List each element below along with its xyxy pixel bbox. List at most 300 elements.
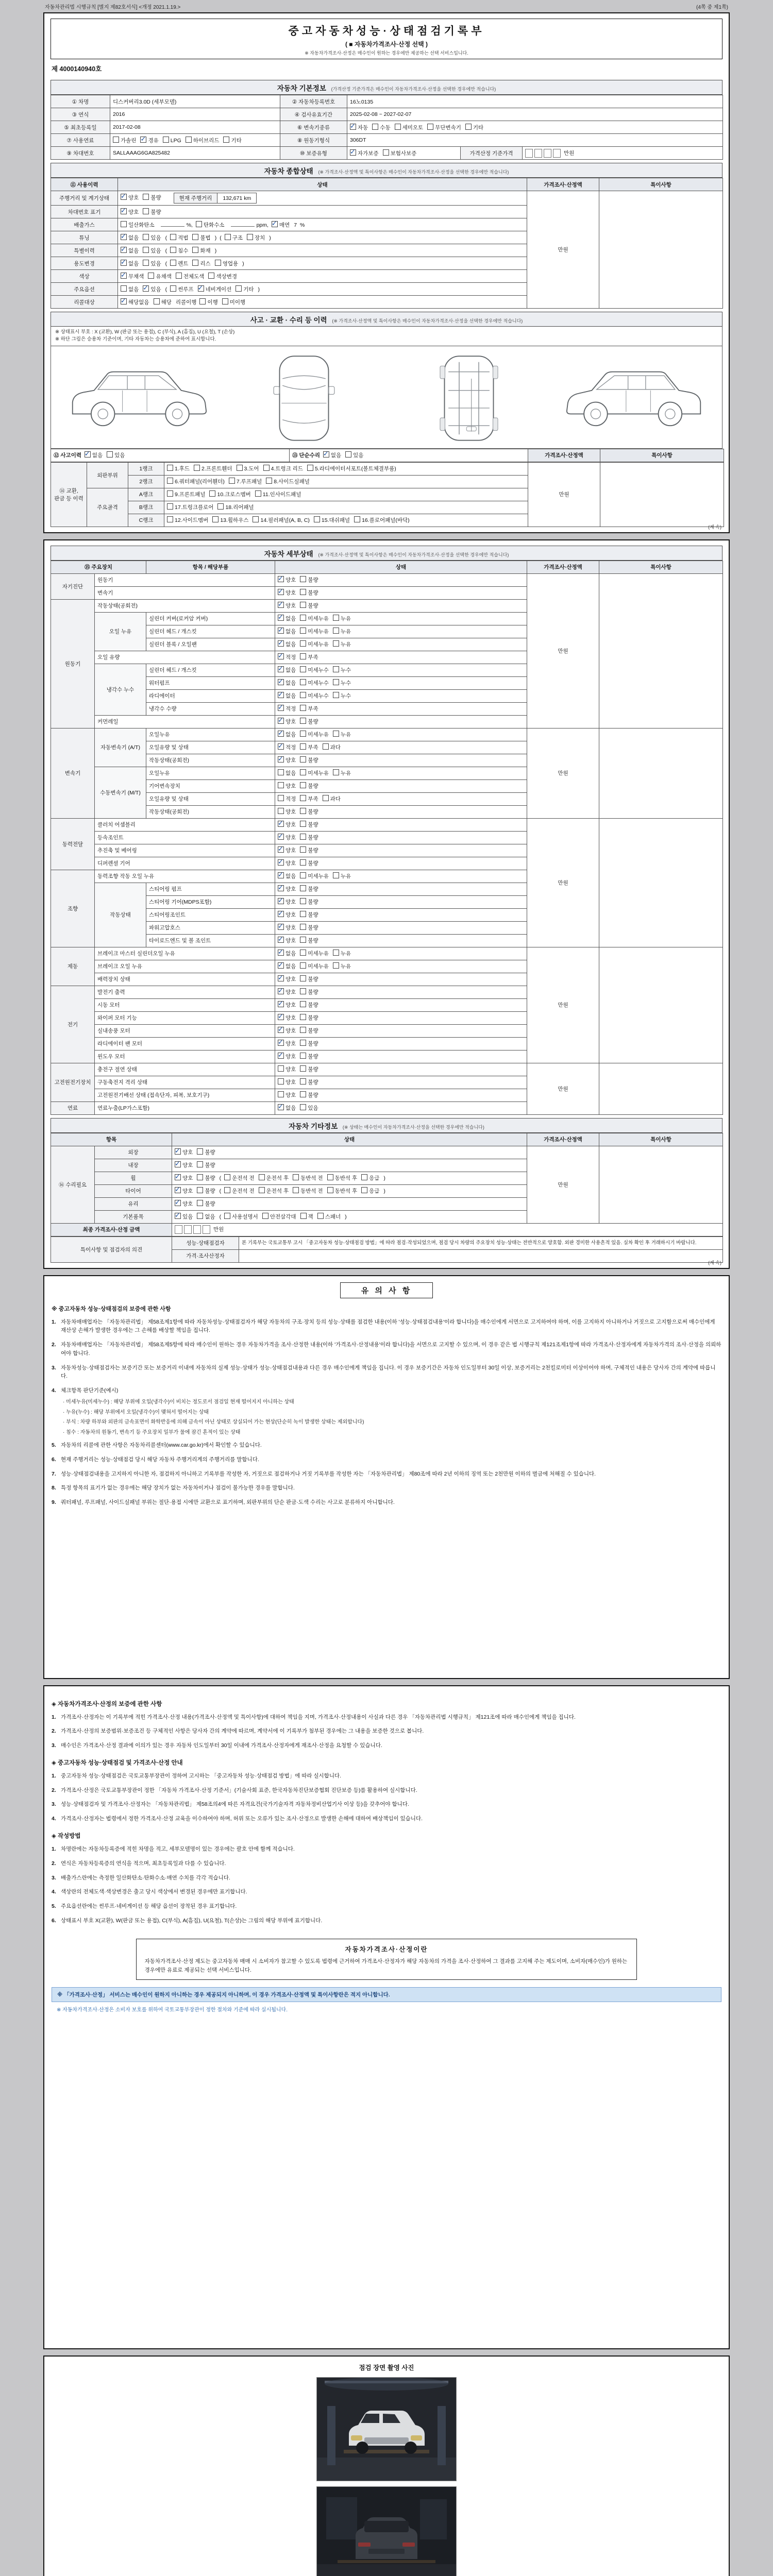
checkbox-option-unchecked[interactable] (121, 221, 155, 229)
checkbox-option-unchecked[interactable] (300, 1091, 318, 1099)
checkbox-option-unchecked[interactable] (300, 808, 318, 816)
checkbox-option-unchecked[interactable] (300, 1213, 313, 1221)
checkbox-option-checked[interactable] (278, 589, 296, 597)
checkbox-option-unchecked[interactable] (222, 298, 245, 306)
checkbox-icon[interactable] (199, 298, 206, 304)
checkbox-icon[interactable] (300, 1091, 306, 1097)
checkbox-option-checked[interactable] (278, 937, 296, 944)
checkbox-option-unchecked[interactable] (317, 1213, 341, 1221)
checkbox-icon[interactable] (223, 137, 229, 143)
checkbox-icon[interactable] (170, 247, 176, 253)
checkbox-icon[interactable] (427, 124, 433, 130)
checkbox-icon[interactable] (300, 834, 306, 840)
checkbox-option-unchecked[interactable] (300, 615, 329, 622)
checkbox-option-checked[interactable] (278, 821, 296, 828)
checkbox-icon[interactable] (167, 490, 173, 497)
checkbox-option-unchecked[interactable] (192, 247, 210, 255)
checkbox-option-checked[interactable] (278, 615, 296, 622)
checkbox-option-unchecked[interactable] (300, 628, 329, 635)
checkbox-icon[interactable] (224, 1174, 230, 1180)
checkbox-icon[interactable] (175, 1213, 181, 1219)
checkbox-icon[interactable] (278, 924, 284, 930)
checkbox-option-checked[interactable] (175, 1187, 193, 1195)
checkbox-option-checked[interactable] (278, 911, 296, 919)
checkbox-option-unchecked[interactable] (345, 451, 363, 459)
checkbox-icon[interactable] (278, 1040, 284, 1046)
checkbox-icon[interactable] (278, 589, 284, 595)
checkbox-option-checked[interactable] (278, 756, 296, 764)
checkbox-icon[interactable] (278, 988, 284, 994)
checkbox-icon[interactable] (314, 516, 320, 522)
checkbox-option-unchecked[interactable] (300, 1001, 318, 1009)
checkbox-icon[interactable] (278, 718, 284, 724)
digit-box[interactable] (525, 149, 533, 158)
checkbox-option-unchecked[interactable] (236, 285, 254, 293)
checkbox-icon[interactable] (300, 950, 306, 956)
checkbox-option-checked[interactable] (278, 1104, 296, 1112)
checkbox-icon[interactable] (300, 924, 306, 930)
checkbox-option-unchecked[interactable] (192, 260, 210, 267)
checkbox-option-unchecked[interactable] (300, 1078, 318, 1086)
checkbox-option-unchecked[interactable] (278, 1078, 296, 1086)
checkbox-option-checked[interactable] (278, 988, 296, 996)
checkbox-icon[interactable] (278, 1104, 284, 1110)
checkbox-icon[interactable] (121, 247, 127, 253)
checkbox-icon[interactable] (255, 490, 261, 497)
checkbox-icon[interactable] (143, 194, 149, 200)
checkbox-option-unchecked[interactable] (217, 503, 254, 511)
checkbox-icon[interactable] (143, 260, 149, 266)
checkbox-icon[interactable] (170, 260, 176, 266)
checkbox-option-checked[interactable] (278, 705, 296, 713)
checkbox-icon[interactable] (167, 478, 173, 484)
blank-field[interactable] (161, 221, 184, 227)
checkbox-option-unchecked[interactable] (372, 124, 390, 131)
checkbox-icon[interactable] (197, 1187, 203, 1193)
checkbox-icon[interactable] (197, 1148, 203, 1155)
checkbox-option-unchecked[interactable] (107, 451, 125, 459)
checkbox-option-unchecked[interactable] (300, 602, 318, 609)
checkbox-option-unchecked[interactable] (300, 756, 318, 764)
checkbox-icon[interactable] (354, 516, 360, 522)
checkbox-icon[interactable] (198, 285, 204, 292)
digit-box[interactable] (175, 1225, 182, 1234)
checkbox-option-unchecked[interactable] (395, 124, 424, 131)
checkbox-option-checked[interactable] (175, 1213, 193, 1221)
checkbox-icon[interactable] (300, 846, 306, 853)
checkbox-icon[interactable] (121, 273, 127, 279)
checkbox-option-unchecked[interactable] (170, 260, 188, 267)
checkbox-icon[interactable] (300, 1065, 306, 1072)
checkbox-icon[interactable] (278, 1027, 284, 1033)
checkbox-option-unchecked[interactable] (293, 1174, 323, 1182)
checkbox-option-unchecked[interactable] (278, 782, 296, 790)
checkbox-icon[interactable] (372, 124, 378, 130)
checkbox-option-checked[interactable] (175, 1174, 193, 1182)
checkbox-option-unchecked[interactable] (300, 1104, 318, 1112)
checkbox-icon[interactable] (278, 679, 284, 685)
checkbox-icon[interactable] (278, 692, 284, 698)
checkbox-option-checked[interactable] (350, 124, 368, 131)
checkbox-icon[interactable] (175, 1174, 181, 1180)
checkbox-icon[interactable] (259, 1187, 265, 1193)
checkbox-icon[interactable] (327, 1174, 333, 1180)
checkbox-option-unchecked[interactable] (215, 260, 238, 267)
checkbox-icon[interactable] (262, 1213, 268, 1219)
checkbox-option-unchecked[interactable] (247, 234, 265, 242)
checkbox-icon[interactable] (175, 1161, 181, 1167)
checkbox-option-unchecked[interactable] (186, 137, 220, 144)
checkbox-option-unchecked[interactable] (237, 465, 259, 472)
checkbox-option-checked[interactable] (278, 602, 296, 609)
checkbox-icon[interactable] (300, 731, 306, 737)
checkbox-option-checked[interactable] (278, 743, 296, 751)
checkbox-icon[interactable] (300, 1040, 306, 1046)
checkbox-option-unchecked[interactable] (148, 273, 171, 280)
checkbox-option-unchecked[interactable] (209, 490, 250, 498)
checkbox-option-unchecked[interactable] (300, 1014, 318, 1022)
checkbox-icon[interactable] (300, 1014, 306, 1020)
checkbox-icon[interactable] (278, 628, 284, 634)
checkbox-option-unchecked[interactable] (197, 1174, 215, 1182)
checkbox-option-unchecked[interactable] (278, 795, 296, 803)
checkbox-icon[interactable] (121, 285, 127, 292)
checkbox-icon[interactable] (333, 731, 339, 737)
checkbox-option-unchecked[interactable] (113, 137, 136, 144)
checkbox-icon[interactable] (140, 137, 146, 143)
checkbox-option-unchecked[interactable] (333, 950, 351, 957)
checkbox-option-checked[interactable] (278, 628, 296, 635)
checkbox-option-checked[interactable] (272, 221, 290, 229)
checkbox-option-unchecked[interactable] (266, 478, 310, 485)
checkbox-icon[interactable] (121, 194, 127, 200)
checkbox-option-unchecked[interactable] (208, 273, 237, 280)
checkbox-icon[interactable] (300, 653, 306, 659)
checkbox-option-checked[interactable] (140, 137, 158, 144)
checkbox-icon[interactable] (167, 465, 173, 471)
checkbox-icon[interactable] (278, 898, 284, 904)
checkbox-option-unchecked[interactable] (197, 1187, 215, 1195)
checkbox-icon[interactable] (121, 234, 127, 240)
checkbox-option-checked[interactable] (175, 1200, 193, 1208)
checkbox-icon[interactable] (225, 234, 231, 240)
checkbox-icon[interactable] (300, 576, 306, 582)
checkbox-icon[interactable] (278, 576, 284, 582)
checkbox-icon[interactable] (121, 221, 127, 227)
price-appraisal-select-option[interactable]: ( ■ 자동차가격조사·산정 선택 ) (345, 41, 428, 48)
checkbox-option-checked[interactable] (121, 247, 139, 255)
checkbox-icon[interactable] (278, 1053, 284, 1059)
checkbox-icon[interactable] (333, 769, 339, 775)
checkbox-icon[interactable] (300, 743, 306, 750)
checkbox-icon[interactable] (192, 247, 198, 253)
checkbox-icon[interactable] (266, 478, 272, 484)
checkbox-icon[interactable] (345, 451, 351, 457)
checkbox-option-checked[interactable] (175, 1148, 193, 1156)
checkbox-option-unchecked[interactable] (300, 975, 318, 983)
checkbox-option-checked[interactable] (278, 872, 296, 880)
checkbox-icon[interactable] (278, 1001, 284, 1007)
checkbox-icon[interactable] (300, 602, 306, 608)
checkbox-icon[interactable] (361, 1187, 367, 1193)
checkbox-option-unchecked[interactable] (300, 731, 329, 738)
checkbox-icon[interactable] (167, 516, 173, 522)
checkbox-icon[interactable] (327, 1187, 333, 1193)
checkbox-icon[interactable] (259, 1174, 265, 1180)
checkbox-option-unchecked[interactable] (263, 465, 303, 472)
checkbox-option-checked[interactable] (278, 576, 296, 584)
checkbox-option-unchecked[interactable] (293, 1187, 323, 1195)
checkbox-option-unchecked[interactable] (300, 705, 318, 713)
checkbox-icon[interactable] (278, 846, 284, 853)
checkbox-icon[interactable] (333, 679, 339, 685)
checkbox-icon[interactable] (465, 124, 472, 130)
checkbox-option-unchecked[interactable] (259, 1174, 289, 1182)
checkbox-option-unchecked[interactable] (224, 1213, 258, 1221)
checkbox-icon[interactable] (300, 1053, 306, 1059)
checkbox-icon[interactable] (300, 859, 306, 866)
checkbox-option-checked[interactable] (278, 731, 296, 738)
checkbox-icon[interactable] (192, 234, 198, 240)
checkbox-icon[interactable] (300, 898, 306, 904)
checkbox-option-unchecked[interactable] (167, 503, 213, 511)
checkbox-option-unchecked[interactable] (262, 1213, 296, 1221)
checkbox-icon[interactable] (278, 962, 284, 969)
checkbox-option-unchecked[interactable] (300, 962, 329, 970)
checkbox-icon[interactable] (278, 859, 284, 866)
checkbox-option-unchecked[interactable] (143, 260, 161, 267)
checkbox-icon[interactable] (278, 1065, 284, 1072)
checkbox-icon[interactable] (300, 885, 306, 891)
checkbox-option-unchecked[interactable] (167, 465, 190, 472)
checkbox-option-unchecked[interactable] (361, 1187, 379, 1195)
checkbox-option-unchecked[interactable] (300, 640, 329, 648)
digit-box[interactable] (184, 1225, 192, 1234)
checkbox-option-checked[interactable] (278, 1014, 296, 1022)
checkbox-option-unchecked[interactable] (259, 1187, 289, 1195)
checkbox-icon[interactable] (278, 615, 284, 621)
checkbox-icon[interactable] (300, 589, 306, 595)
checkbox-option-unchecked[interactable] (170, 234, 188, 242)
checkbox-option-unchecked[interactable] (170, 247, 188, 255)
checkbox-icon[interactable] (197, 1161, 203, 1167)
checkbox-option-unchecked[interactable] (300, 576, 318, 584)
checkbox-option-unchecked[interactable] (333, 640, 351, 648)
checkbox-icon[interactable] (278, 640, 284, 647)
checkbox-icon[interactable] (229, 478, 235, 484)
checkbox-option-checked[interactable] (278, 975, 296, 983)
checkbox-icon[interactable] (300, 628, 306, 634)
checkbox-option-unchecked[interactable] (300, 988, 318, 996)
checkbox-option-checked[interactable] (278, 1040, 296, 1047)
checkbox-icon[interactable] (278, 975, 284, 981)
checkbox-option-unchecked[interactable] (327, 1174, 358, 1182)
checkbox-option-checked[interactable] (175, 1161, 193, 1169)
checkbox-icon[interactable] (300, 911, 306, 917)
checkbox-icon[interactable] (300, 640, 306, 647)
checkbox-icon[interactable] (143, 234, 149, 240)
checkbox-option-unchecked[interactable] (300, 743, 318, 751)
checkbox-option-unchecked[interactable] (170, 285, 193, 293)
checkbox-option-unchecked[interactable] (224, 1174, 255, 1182)
checkbox-icon[interactable] (278, 795, 284, 801)
checkbox-icon[interactable] (278, 1091, 284, 1097)
checkbox-icon[interactable] (333, 615, 339, 621)
checkbox-icon[interactable] (278, 1014, 284, 1020)
checkbox-icon[interactable] (278, 731, 284, 737)
checkbox-icon[interactable] (113, 137, 119, 143)
checkbox-option-unchecked[interactable] (192, 234, 210, 242)
checkbox-option-unchecked[interactable] (197, 1213, 215, 1221)
checkbox-option-unchecked[interactable] (300, 1027, 318, 1035)
checkbox-option-unchecked[interactable] (300, 679, 329, 687)
checkbox-icon[interactable] (300, 692, 306, 698)
checkbox-icon[interactable] (300, 1213, 307, 1219)
checkbox-icon[interactable] (143, 285, 149, 292)
checkbox-icon[interactable] (263, 465, 270, 471)
checkbox-icon[interactable] (163, 137, 169, 143)
checkbox-icon[interactable] (300, 1104, 306, 1110)
checkbox-icon[interactable] (175, 1200, 181, 1206)
checkbox-icon[interactable] (196, 221, 202, 227)
checkbox-icon[interactable] (333, 628, 339, 634)
checkbox-icon[interactable] (278, 769, 284, 775)
checkbox-option-unchecked[interactable] (333, 731, 351, 738)
checkbox-option-checked[interactable] (121, 273, 144, 280)
blank-field[interactable] (231, 221, 255, 227)
checkbox-option-unchecked[interactable] (361, 1174, 379, 1182)
checkbox-icon[interactable] (323, 743, 329, 750)
checkbox-option-checked[interactable] (121, 234, 139, 242)
checkbox-icon[interactable] (121, 208, 127, 214)
checkbox-icon[interactable] (212, 516, 219, 522)
checkbox-option-checked[interactable] (278, 679, 296, 687)
checkbox-icon[interactable] (300, 1001, 306, 1007)
checkbox-icon[interactable] (300, 679, 306, 685)
checkbox-option-unchecked[interactable] (197, 1148, 215, 1156)
checkbox-icon[interactable] (278, 950, 284, 956)
checkbox-option-unchecked[interactable] (300, 885, 318, 893)
checkbox-option-unchecked[interactable] (143, 234, 161, 242)
checkbox-icon[interactable] (300, 872, 306, 878)
checkbox-option-unchecked[interactable] (307, 465, 396, 472)
checkbox-option-unchecked[interactable] (333, 692, 351, 700)
checkbox-option-checked[interactable] (278, 1001, 296, 1009)
checkbox-option-checked[interactable] (278, 962, 296, 970)
checkbox-option-unchecked[interactable] (300, 924, 318, 931)
checkbox-icon[interactable] (278, 602, 284, 608)
checkbox-option-unchecked[interactable] (333, 666, 351, 674)
checkbox-option-checked[interactable] (278, 885, 296, 893)
checkbox-icon[interactable] (208, 273, 214, 279)
checkbox-option-unchecked[interactable] (300, 1065, 318, 1073)
checkbox-option-checked[interactable] (278, 950, 296, 957)
checkbox-option-checked[interactable] (278, 640, 296, 648)
checkbox-icon[interactable] (278, 653, 284, 659)
checkbox-icon[interactable] (215, 260, 221, 266)
checkbox-icon[interactable] (194, 465, 200, 471)
checkbox-option-unchecked[interactable] (143, 247, 161, 255)
checkbox-option-unchecked[interactable] (427, 124, 461, 131)
checkbox-option-checked[interactable] (121, 298, 149, 306)
checkbox-icon[interactable] (350, 149, 356, 156)
checkbox-option-unchecked[interactable] (229, 478, 262, 485)
checkbox-icon[interactable] (395, 124, 401, 130)
checkbox-icon[interactable] (383, 149, 389, 156)
checkbox-option-unchecked[interactable] (278, 808, 296, 816)
checkbox-option-unchecked[interactable] (300, 859, 318, 867)
checkbox-icon[interactable] (361, 1174, 367, 1180)
checkbox-option-unchecked[interactable] (121, 285, 139, 293)
checkbox-option-unchecked[interactable] (300, 1053, 318, 1060)
checkbox-icon[interactable] (300, 808, 306, 814)
checkbox-icon[interactable] (300, 975, 306, 981)
checkbox-icon[interactable] (350, 124, 356, 130)
checkbox-icon[interactable] (323, 451, 329, 457)
checkbox-icon[interactable] (170, 285, 176, 292)
checkbox-option-unchecked[interactable] (196, 221, 225, 229)
checkbox-icon[interactable] (278, 705, 284, 711)
checkbox-icon[interactable] (222, 298, 228, 304)
checkbox-icon[interactable] (300, 962, 306, 969)
checkbox-icon[interactable] (175, 1187, 181, 1193)
checkbox-icon[interactable] (333, 962, 339, 969)
checkbox-icon[interactable] (333, 666, 339, 672)
checkbox-option-unchecked[interactable] (167, 490, 205, 498)
checkbox-icon[interactable] (209, 490, 215, 497)
checkbox-icon[interactable] (167, 503, 173, 510)
checkbox-icon[interactable] (317, 1213, 324, 1219)
checkbox-option-unchecked[interactable] (176, 273, 205, 280)
checkbox-icon[interactable] (247, 234, 253, 240)
checkbox-icon[interactable] (300, 1027, 306, 1033)
checkbox-option-unchecked[interactable] (300, 666, 329, 674)
checkbox-option-unchecked[interactable] (323, 743, 341, 751)
checkbox-icon[interactable] (197, 1213, 203, 1219)
checkbox-option-checked[interactable] (278, 846, 296, 854)
checkbox-icon[interactable] (278, 834, 284, 840)
checkbox-option-checked[interactable] (121, 260, 139, 267)
checkbox-option-unchecked[interactable] (354, 516, 410, 524)
checkbox-option-checked[interactable] (278, 1053, 296, 1060)
checkbox-option-checked[interactable] (143, 285, 161, 293)
checkbox-option-unchecked[interactable] (300, 911, 318, 919)
checkbox-option-checked[interactable] (198, 285, 232, 293)
checkbox-option-checked[interactable] (85, 451, 103, 459)
checkbox-option-unchecked[interactable] (300, 769, 329, 777)
checkbox-icon[interactable] (300, 615, 306, 621)
digit-box[interactable] (534, 149, 542, 158)
checkbox-icon[interactable] (278, 743, 284, 750)
checkbox-icon[interactable] (121, 260, 127, 266)
checkbox-option-unchecked[interactable] (300, 834, 318, 841)
checkbox-option-unchecked[interactable] (255, 490, 301, 498)
checkbox-icon[interactable] (107, 451, 113, 457)
checkbox-icon[interactable] (300, 1078, 306, 1084)
checkbox-icon[interactable] (278, 782, 284, 788)
checkbox-icon[interactable] (278, 808, 284, 814)
checkbox-icon[interactable] (300, 795, 306, 801)
checkbox-option-checked[interactable] (278, 834, 296, 841)
checkbox-icon[interactable] (293, 1174, 299, 1180)
checkbox-icon[interactable] (85, 451, 91, 457)
checkbox-option-unchecked[interactable] (300, 653, 318, 661)
checkbox-option-unchecked[interactable] (333, 872, 351, 880)
checkbox-icon[interactable] (300, 821, 306, 827)
checkbox-option-unchecked[interactable] (223, 137, 241, 144)
checkbox-icon[interactable] (176, 273, 182, 279)
checkbox-icon[interactable] (154, 298, 160, 304)
